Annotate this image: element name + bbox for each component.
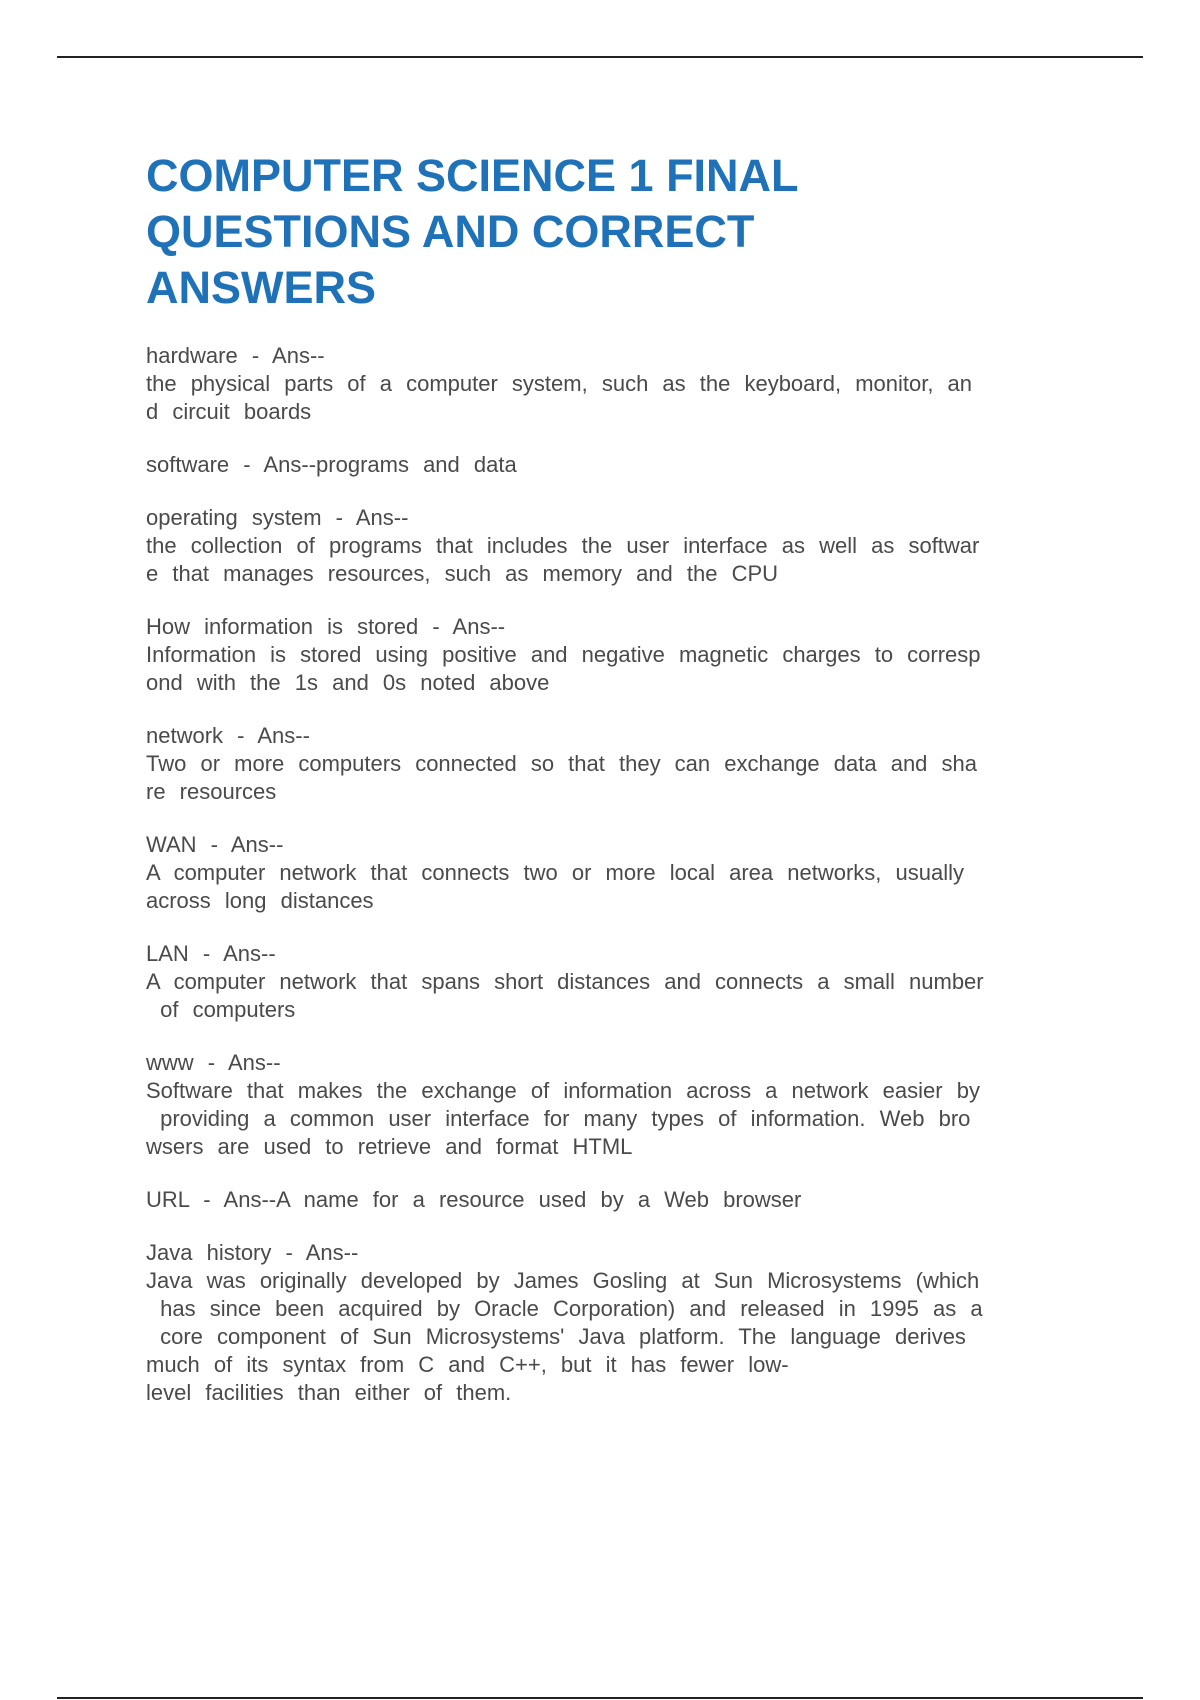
qa-answer-line: has since been acquired by Oracle Corporation) and released in 1995 as a bbox=[146, 1296, 983, 1321]
qa-item-java-history bbox=[146, 1239, 1086, 1407]
qa-term: www - Ans-- bbox=[146, 1050, 281, 1075]
qa-item-url bbox=[146, 1186, 1086, 1214]
qa-term: network - Ans-- bbox=[146, 723, 310, 748]
qa-term: WAN - Ans-- bbox=[146, 832, 284, 857]
qa-item-www bbox=[146, 1049, 1086, 1161]
bottom-rule bbox=[57, 1697, 1143, 1699]
qa-item-software bbox=[146, 451, 1086, 479]
top-rule bbox=[57, 56, 1143, 58]
qa-answer-line: re resources bbox=[146, 779, 277, 804]
qa-answer-line: A computer network that connects two or more local area networks, usually bbox=[146, 860, 965, 885]
qa-answer-line: Software that makes the exchange of information across a network easier by bbox=[146, 1078, 980, 1103]
qa-item-network bbox=[146, 722, 1086, 806]
title-line: ANSWERS bbox=[146, 262, 377, 313]
qa-term: LAN - Ans-- bbox=[146, 941, 276, 966]
qa-answer-line: d circuit boards bbox=[146, 399, 312, 424]
qa-term: URL - Ans--A name for a resource used by a Web browser bbox=[146, 1187, 802, 1212]
qa-answer-line: of computers bbox=[146, 997, 296, 1022]
qa-answer-line: e that manages resources, such as memory and the CPU bbox=[146, 561, 779, 586]
qa-answer-line: across long distances bbox=[146, 888, 374, 913]
qa-term: Java history - Ans-- bbox=[146, 1240, 359, 1265]
qa-answer-line: much of its syntax from C and C++, but it has fewer low- bbox=[146, 1352, 789, 1377]
qa-item-information-storage bbox=[146, 613, 1086, 697]
qa-answer-line: core component of Sun Microsystems' Java platform. The language derives bbox=[146, 1324, 966, 1349]
qa-answer-line: the physical parts of a computer system, such as the keyboard, monitor, an bbox=[146, 371, 973, 396]
qa-term: software - Ans--programs and data bbox=[146, 452, 517, 477]
document-content bbox=[146, 148, 1086, 1432]
qa-item-hardware bbox=[146, 342, 1086, 426]
qa-item-operating-system bbox=[146, 504, 1086, 588]
document-title bbox=[146, 148, 906, 316]
qa-term: operating system - Ans-- bbox=[146, 505, 409, 530]
qa-answer-line: A computer network that spans short distances and connects a small number bbox=[146, 969, 984, 994]
qa-item-wan bbox=[146, 831, 1086, 915]
qa-answer-line: providing a common user interface for many types of information. Web bro bbox=[146, 1106, 971, 1131]
qa-answer-line: Java was originally developed by James Gosling at Sun Microsystems (which bbox=[146, 1268, 980, 1293]
qa-answer-line: Information is stored using positive and negative magnetic charges to corresp bbox=[146, 642, 981, 667]
qa-answer-line: the collection of programs that includes the user interface as well as softwar bbox=[146, 533, 980, 558]
qa-answer-line: Two or more computers connected so that they can exchange data and sha bbox=[146, 751, 978, 776]
title-line: COMPUTER SCIENCE 1 FINAL bbox=[146, 150, 799, 201]
qa-item-lan bbox=[146, 940, 1086, 1024]
qa-answer-line: wsers are used to retrieve and format HTML bbox=[146, 1134, 633, 1159]
qa-term: hardware - Ans-- bbox=[146, 343, 325, 368]
qa-answer-line: level facilities than either of them. bbox=[146, 1380, 512, 1405]
title-line: QUESTIONS AND CORRECT bbox=[146, 206, 755, 257]
qa-answer-line: ond with the 1s and 0s noted above bbox=[146, 670, 550, 695]
qa-term: How information is stored - Ans-- bbox=[146, 614, 506, 639]
